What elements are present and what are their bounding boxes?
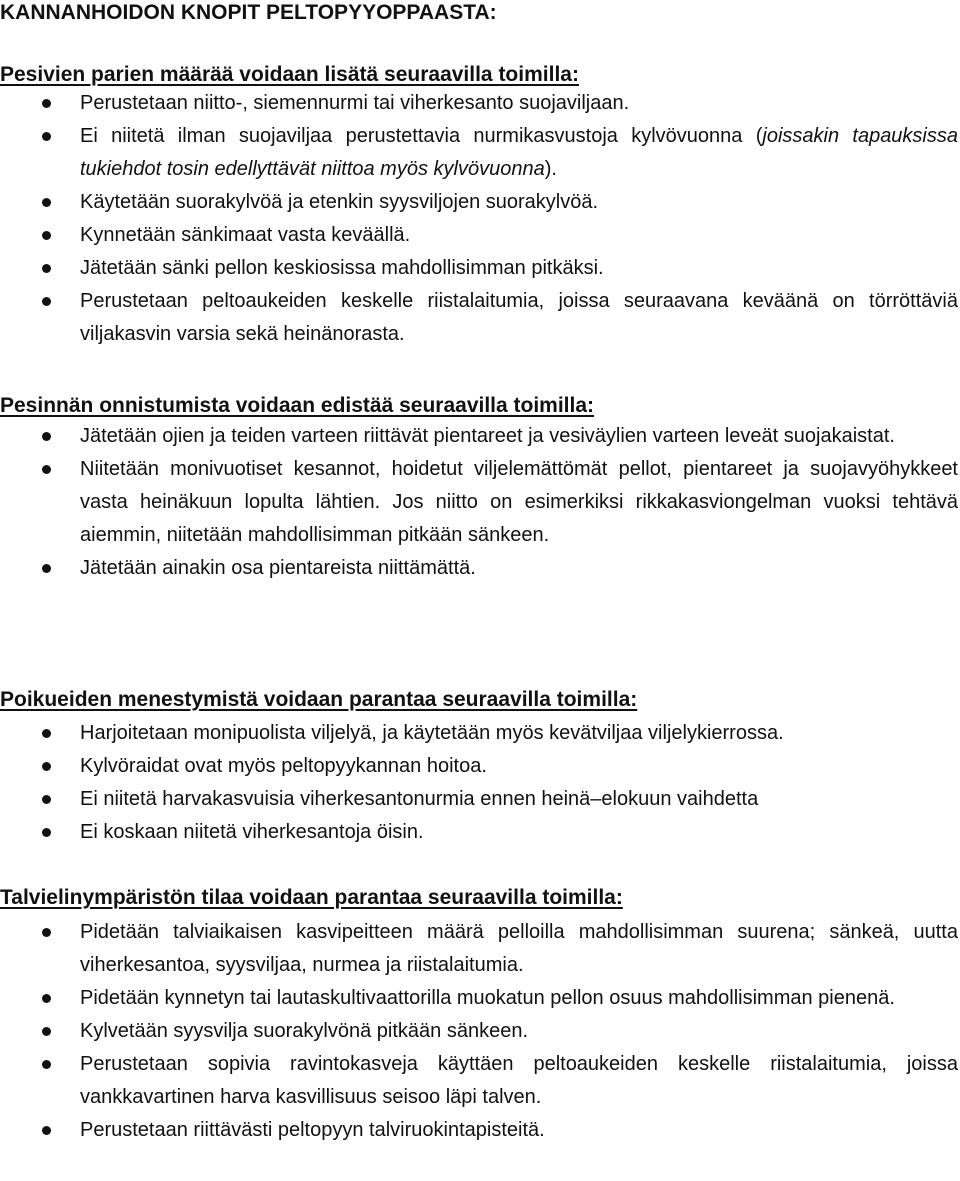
section-heading-nesting-success: Pesinnän onnistumista voidaan edistää seuraavilla toimilla:	[0, 394, 595, 417]
list-item: Käytetään suorakylvöä ja etenkin syysviljojen suorakylvöä.	[0, 186, 958, 219]
bullet-icon	[42, 132, 51, 141]
bullet-icon	[42, 99, 51, 108]
list-item: Kylvöraidat ovat myös peltopyykannan hoitoa.	[0, 750, 958, 783]
italic-note: joissakin tapauksissa tukiehdot tosin edellyttävät niittoa myös kylvövuonna	[80, 125, 958, 180]
list-item: Jätetään sänki pellon keskiosissa mahdollisimman pitkäksi.	[0, 252, 958, 285]
bullet-icon	[42, 729, 51, 738]
bullet-icon	[42, 198, 51, 207]
section-list-nesting-success	[0, 420, 958, 585]
bullet-icon	[42, 928, 51, 937]
list-item: Ei niitetä ilman suojaviljaa perustettavia nurmikasvustoja kylvövuonna (joissakin tapauksissa tukiehdot tosin edellyttävät niittoa myös kylvövuonna).	[0, 120, 958, 186]
bullet-icon	[42, 828, 51, 837]
bullet-icon	[42, 297, 51, 306]
bullet-icon	[42, 231, 51, 240]
list-item: Pidetään kynnetyn tai lautaskultivaattorilla muokatun pellon osuus mahdollisimman pienenä.	[0, 982, 958, 1015]
list-item: Jätetään ojien ja teiden varteen riittävät pientareet ja vesiväylien varteen leveät suojakaistat.	[0, 420, 958, 453]
list-item: Niitetään monivuotiset kesannot, hoidetut viljelemättömät pellot, pientareet ja suojavyöhykkeet vasta heinäkuun lopulta lähtien. Jos niitto on esimerkiksi rikkakasviongelman vuoksi tehtävä aiemmin, niitetään mahdollisimman pitkään sänkeen.	[0, 453, 958, 552]
section-list-nesting-pairs	[0, 87, 958, 351]
list-item: Kynnetään sänkimaat vasta keväällä.	[0, 219, 958, 252]
list-item: Pidetään talviaikaisen kasvipeitteen määrä pelloilla mahdollisimman suurena; sänkeä, uutta viherkesantoa, syysviljaa, nurmea ja riistalaitumia.	[0, 916, 958, 982]
list-item: Perustetaan sopivia ravintokasveja käyttäen peltoaukeiden keskelle riistalaitumia, joissa vankkavartinen harva kasvillisuus seisoo läpi talven.	[0, 1048, 958, 1114]
list-item: Perustetaan peltoaukeiden keskelle riistalaitumia, joissa seuraavana keväänä on törröttäviä viljakasvin varsia sekä heinänorasta.	[0, 285, 958, 351]
list-item: Kylvetään syysvilja suorakylvönä pitkään sänkeen.	[0, 1015, 958, 1048]
list-item: Ei koskaan niitetä viherkesantoja öisin.	[0, 816, 958, 849]
section-heading-nesting-pairs: Pesivien parien määrää voidaan lisätä seuraavilla toimilla:	[0, 63, 579, 86]
bullet-icon	[42, 432, 51, 441]
bullet-icon	[42, 994, 51, 1003]
bullet-icon	[42, 1027, 51, 1036]
section-heading-winter-habitat: Talvielinympäristön tilaa voidaan parantaa seuraavilla toimilla:	[0, 886, 623, 909]
bullet-icon	[42, 264, 51, 273]
section-list-winter-habitat	[0, 916, 958, 1147]
bullet-icon	[42, 465, 51, 474]
list-item: Perustetaan niitto-, siemennurmi tai viherkesanto suojaviljaan.	[0, 87, 958, 120]
bullet-icon	[42, 762, 51, 771]
section-heading-brood-success: Poikueiden menestymistä voidaan parantaa seuraavilla toimilla:	[0, 688, 638, 711]
document-title: KANNANHOIDON KNOPIT PELTOPYYOPPAASTA:	[0, 1, 497, 24]
list-item: Perustetaan riittävästi peltopyyn talviruokintapisteitä.	[0, 1114, 958, 1147]
bullet-icon	[42, 795, 51, 804]
list-item: Jätetään ainakin osa pientareista niittämättä.	[0, 552, 958, 585]
list-item: Harjoitetaan monipuolista viljelyä, ja käytetään myös kevätviljaa viljelykierrossa.	[0, 717, 958, 750]
bullet-icon	[42, 1126, 51, 1135]
list-item: Ei niitetä harvakasvuisia viherkesantonurmia ennen heinä–elokuun vaihdetta	[0, 783, 958, 816]
bullet-icon	[42, 564, 51, 573]
bullet-icon	[42, 1060, 51, 1069]
section-list-brood-success	[0, 717, 958, 849]
